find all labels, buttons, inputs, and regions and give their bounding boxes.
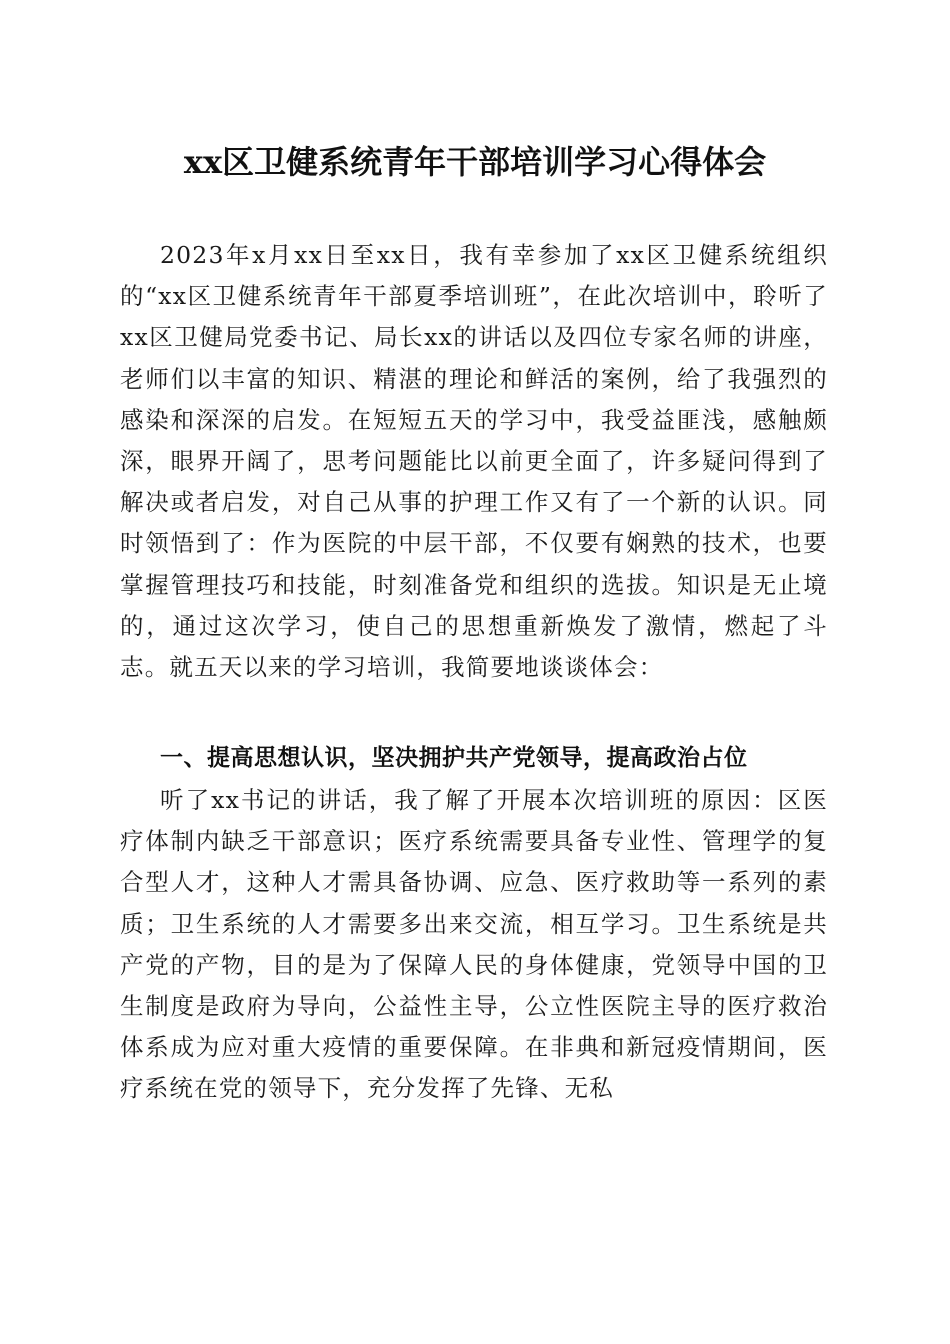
document-title: xx区卫健系统青年干部培训学习心得体会 <box>183 143 767 181</box>
section-heading-1: 一、提高思想认识，坚决拥护共产党领导，提高政治占位 <box>160 745 748 771</box>
body-paragraph-section-1: 听了xx书记的讲话，我了解了开展本次培训班的原因：区医疗体制内缺乏干部意识；医疗系统需要具备专业性、管理学的复合型人才，这种人才需具备协调、应急、医疗救助等一系列的素质；卫生系统的人才需要多出来交流，相互学习。卫生系统是共产党的产物，目的是为了保障人民的身体健康，党领导中国的卫生制度是政府为导向，公益性主导，公立性医院主导的医疗救治体系成为应对重大疫情的重要保障。在非典和新冠疫情期间，医疗系统在党的领导下，充分发挥了先锋、无私 <box>120 786 828 1103</box>
body-paragraph-intro: 2023年x月xx日至xx日，我有幸参加了xx区卫健系统组织的“xx区卫健系统青年干部夏季培训班”，在此次培训中，聆听了xx区卫健局党委书记、局长xx的讲话以及四位专家名师的讲座，老师们以丰富的知识、精湛的理论和鲜活的案例，给了我强烈的感染和深深的启发。在短短五天的学习中，我受益匪浅，感触颇深，眼界开阔了，思考问题能比以前更全面了，许多疑问得到了解决或者启发，对自己从事的护理工作又有了一个新的认识。同时领悟到了：作为医院的中层干部，不仅要有娴熟的技术，也要掌握管理技巧和技能，时刻准备党和组织的选拔。知识是无止境的，通过这次学习，使自己的思想重新焕发了激情，燃起了斗志。就五天以来的学习培训，我简要地谈谈体会： <box>120 241 828 682</box>
